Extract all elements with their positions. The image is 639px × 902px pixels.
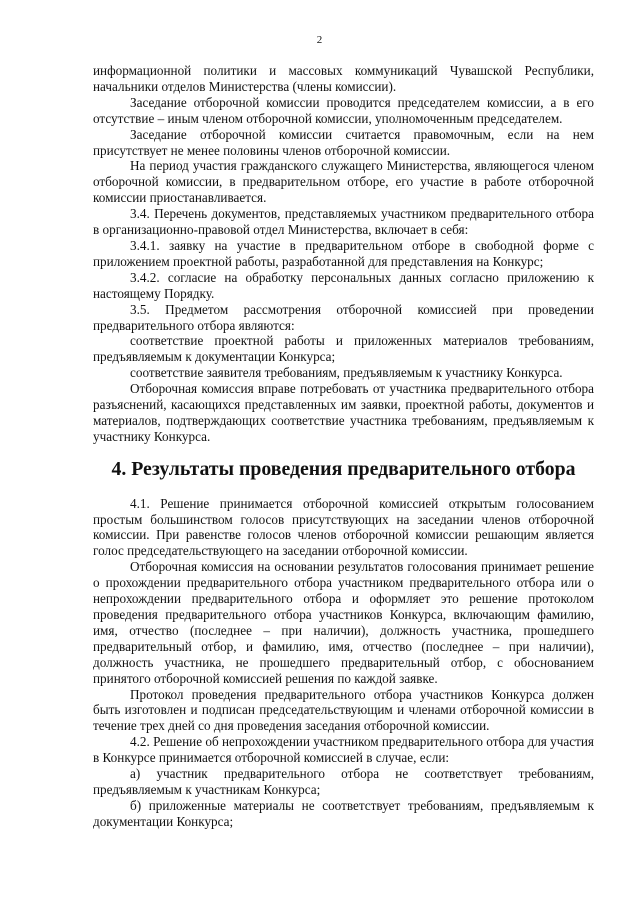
paragraph-3-4: 3.4. Перечень документов, представляемых участником предварительного отбора в организационно-правовой отдел Министерства, включает в себя:: [93, 206, 594, 238]
paragraph-decision-protocol: Отборочная комиссия на основании результатов голосования принимает решение о прохождении предварительного отбора участником предварительного отбора или о непрохождении предварительного отбора и оформляет это решение протоколом проведения предварительного отбора участников Конкурса, включающим фамилию, имя, отчество (последнее – при наличии), должность участника, прошедшего предварительный отбор, и фамилию, имя, отчество (последнее – при наличии), должность участника, не прошедшего предварительный отбор, с обоснованием принятого отборочной комиссией решения по каждой заявке.: [93, 559, 594, 686]
paragraph-applicant-compliance: соответствие заявителя требованиям, предъявляемым к участнику Конкурса.: [130, 365, 563, 381]
paragraph-quorum: Заседание отборочной комиссии считается правомочным, если на нем присутствует не менее половины членов отборочной комиссии.: [93, 126, 594, 158]
section-heading-results: 4. Результаты проведения предварительного отбора: [111, 457, 576, 480]
page-number: 2: [316, 34, 323, 46]
paragraph-commission-members: информационной политики и массовых коммуникаций Чувашской Республики, начальники отделов Министерства (члены комиссии).: [93, 63, 594, 94]
paragraph-clarifications: Отборочная комиссия вправе потребовать от участника предварительного отбора разъяснений, касающихся представленных им заявки, проектной работы, документов и материалов, подтверждающих соответствие участника требованиям, предъявляемым к участнику Конкурса.: [93, 381, 594, 444]
paragraph-project-compliance: соответствие проектной работы и приложенных материалов требованиям, предъявляемым к документации Конкурса;: [93, 333, 594, 365]
paragraph-meeting-chair: Заседание отборочной комиссии проводится председателем комиссии, а в его отсутствие – иным членом отборочной комиссии, уполномоченным председателем.: [93, 94, 594, 126]
paragraph-participation-suspension: На период участия гражданского служащего Министерства, являющегося членом отборочной комиссии, в предварительном отборе, его участие в работе отборочной комиссии приостанавливается.: [93, 158, 594, 206]
paragraph-3-4-1: 3.4.1. заявку на участие в предварительном отборе в свободной форме с приложением проектной работы, разработанной для представления на Конкурс;: [93, 237, 594, 269]
document-body: [93, 63, 594, 830]
paragraph-4-2: 4.2. Решение об непрохождении участником предварительного отбора для участия в Конкурсе принимается отборочной комиссией в случае, если:: [93, 734, 594, 766]
paragraph-4-2-a: а) участник предварительного отбора не соответствует требованиям, предъявляемым к участникам Конкурса;: [93, 766, 594, 797]
paragraph-4-2-b: б) приложенные материалы не соответствует требованиям, предъявляемым к документации Конкурса;: [93, 797, 594, 829]
paragraph-protocol-signing: Протокол проведения предварительного отбора участников Конкурса должен быть изготовлен и подписан председательствующим и членами отборочной комиссии в течение трех дней со дня проведения заседания отборочной комиссии.: [93, 686, 594, 734]
paragraph-3-4-2: 3.4.2. согласие на обработку персональных данных согласно приложению к настоящему Порядку.: [93, 269, 594, 301]
paragraph-3-5: 3.5. Предметом рассмотрения отборочной комиссией при проведении предварительного отбора являются:: [93, 301, 594, 333]
paragraph-4-1: 4.1. Решение принимается отборочной комиссией открытым голосованием простым большинством голосов присутствующих на заседании членов отборочной комиссии. При равенстве голосов членов отборочной комиссии решающим является голос председательствующего на заседании отборочной комиссии.: [93, 495, 594, 559]
